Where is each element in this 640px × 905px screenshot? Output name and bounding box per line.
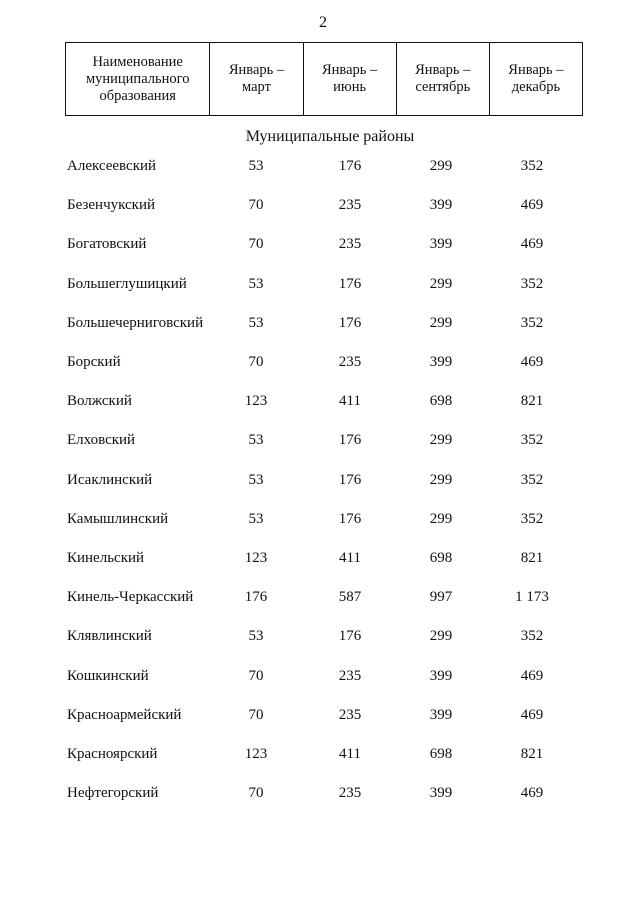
- value-q4: 352: [520, 314, 544, 331]
- value-q2: 176: [338, 510, 362, 527]
- value-q2: 411: [339, 393, 361, 410]
- value-q4: 821: [520, 550, 544, 566]
- table-row: [0, 705, 640, 725]
- value-q2: 176: [338, 628, 362, 645]
- value-q3: 299: [429, 510, 453, 527]
- value-q3: 299: [429, 275, 453, 292]
- municipality-name: Большечерниговский: [67, 314, 204, 331]
- value-q2: 235: [338, 236, 362, 253]
- value-q3: 299: [429, 314, 453, 331]
- table-row: [0, 744, 640, 764]
- header-cell-q2: Январь – июнь: [303, 43, 396, 115]
- value-q3: 299: [429, 432, 453, 449]
- value-q2: 176: [338, 314, 362, 331]
- value-q2: 235: [338, 785, 362, 802]
- table-row: [0, 430, 640, 450]
- value-q3: 299: [429, 471, 453, 488]
- value-q2: 235: [338, 706, 362, 723]
- table-row: [0, 783, 640, 803]
- value-q1: 70: [248, 236, 264, 253]
- municipality-name: Нефтегорский: [67, 785, 159, 802]
- table-row: [0, 274, 640, 294]
- value-q2: 411: [339, 550, 361, 566]
- municipality-name: Елховский: [67, 432, 136, 449]
- value-q3: 399: [429, 706, 453, 723]
- value-q1: 70: [248, 197, 264, 214]
- table-row: [0, 195, 640, 215]
- table-row: [0, 470, 640, 490]
- value-q1: 176: [244, 589, 268, 606]
- table-row: [0, 587, 640, 607]
- municipality-name: Волжский: [67, 393, 132, 410]
- municipality-name: Алексеевский: [67, 158, 157, 174]
- value-q4: 469: [520, 667, 544, 684]
- value-q3: 997: [429, 589, 453, 606]
- table-row: [0, 313, 640, 333]
- value-q4: 469: [520, 236, 544, 253]
- municipality-name: Кинель-Черкасский: [67, 589, 194, 606]
- value-q1: 70: [248, 785, 264, 802]
- value-q2: 176: [338, 275, 362, 292]
- municipality-name: Красноармейский: [67, 706, 182, 723]
- value-q1: 123: [244, 746, 268, 762]
- value-q3: 299: [429, 158, 453, 174]
- value-q4: 352: [520, 510, 544, 527]
- municipality-name: Безенчукский: [67, 197, 156, 214]
- municipality-name: Большеглушицкий: [67, 275, 187, 292]
- value-q4: 469: [520, 354, 544, 370]
- value-q1: 53: [248, 510, 264, 527]
- value-q3: 698: [429, 393, 453, 410]
- value-q2: 235: [338, 197, 362, 214]
- header-cell-name: Наименование муниципального образования: [85, 53, 190, 104]
- value-q2: 176: [338, 471, 362, 488]
- value-q1: 53: [248, 471, 264, 488]
- value-q2: 235: [338, 354, 362, 370]
- value-q2: 587: [338, 589, 362, 606]
- municipality-name: Кинельский: [67, 550, 145, 566]
- value-q4: 469: [520, 785, 544, 802]
- value-q1: 123: [244, 393, 268, 410]
- value-q1: 123: [244, 550, 268, 566]
- value-q4: 1 173: [515, 589, 549, 606]
- header-cell-q3: Январь – сентябрь: [396, 43, 489, 115]
- municipality-name: Борский: [67, 354, 121, 370]
- value-q4: 352: [520, 471, 544, 488]
- value-q1: 53: [248, 628, 264, 645]
- value-q4: 352: [520, 628, 544, 645]
- value-q1: 70: [248, 354, 264, 370]
- value-q2: 411: [339, 746, 361, 762]
- value-q3: 399: [429, 197, 453, 214]
- page-number: 2: [319, 14, 327, 31]
- value-q3: 698: [429, 746, 453, 762]
- value-q3: 399: [429, 236, 453, 253]
- value-q3: 399: [429, 354, 453, 370]
- value-q4: 821: [520, 393, 544, 410]
- section-title: Муниципальные районы: [245, 128, 415, 145]
- municipality-name: Камышлинский: [67, 510, 169, 527]
- value-q3: 299: [429, 628, 453, 645]
- value-q2: 176: [338, 158, 362, 174]
- municipality-name: Богатовский: [67, 236, 147, 253]
- municipality-name: Красноярский: [67, 746, 158, 762]
- value-q1: 53: [248, 432, 264, 449]
- value-q1: 70: [248, 706, 264, 723]
- value-q4: 469: [520, 706, 544, 723]
- table-header: [65, 42, 583, 116]
- table-row: [0, 548, 640, 568]
- value-q2: 176: [338, 432, 362, 449]
- table-row: [0, 391, 640, 411]
- table-row: [0, 626, 640, 646]
- value-q3: 698: [429, 550, 453, 566]
- value-q4: 821: [520, 746, 544, 762]
- municipality-name: Кошкинский: [67, 667, 149, 684]
- table-row: [0, 156, 640, 176]
- value-q4: 469: [520, 197, 544, 214]
- table-row: [0, 509, 640, 529]
- value-q1: 53: [248, 314, 264, 331]
- value-q4: 352: [520, 158, 544, 174]
- table-row: [0, 352, 640, 372]
- value-q4: 352: [520, 275, 544, 292]
- value-q3: 399: [429, 667, 453, 684]
- header-cell-q4: Январь – декабрь: [489, 43, 582, 115]
- value-q3: 399: [429, 785, 453, 802]
- value-q2: 235: [338, 667, 362, 684]
- municipality-name: Исаклинский: [67, 471, 153, 488]
- header-cell-q1: Январь – март: [209, 43, 302, 115]
- value-q4: 352: [520, 432, 544, 449]
- municipality-name: Клявлинский: [67, 628, 152, 645]
- value-q1: 53: [248, 275, 264, 292]
- value-q1: 70: [248, 667, 264, 684]
- table-row: [0, 234, 640, 254]
- table-row: [0, 666, 640, 686]
- value-q1: 53: [248, 158, 264, 174]
